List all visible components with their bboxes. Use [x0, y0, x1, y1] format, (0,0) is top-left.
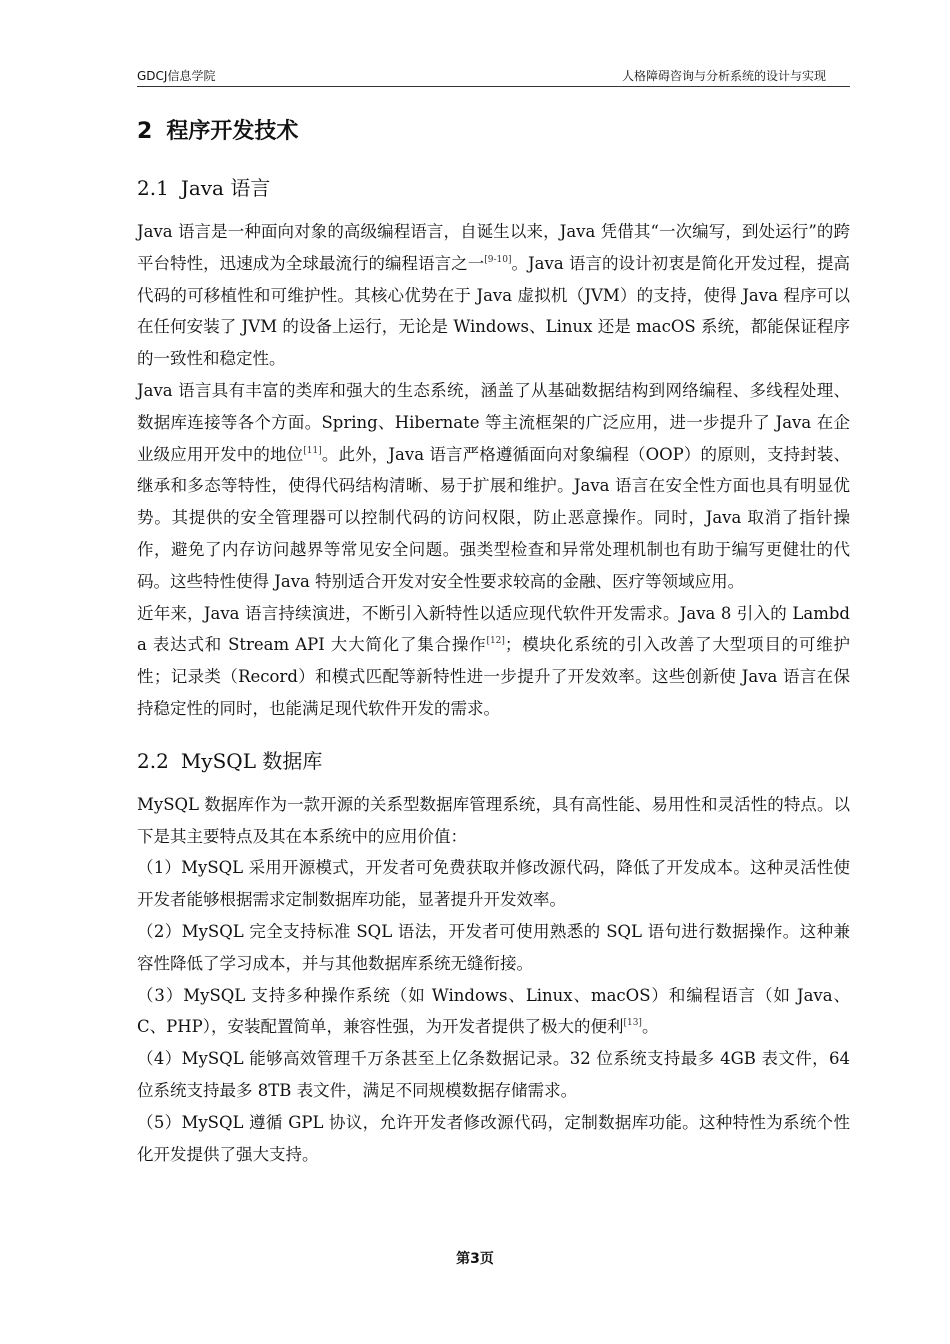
citation: [12]: [486, 636, 505, 647]
citation: [11]: [303, 445, 322, 456]
chapter-heading: [137, 112, 850, 152]
header-thesis-title: 人格障碍咨询与分析系统的设计与实现: [621, 69, 826, 83]
section-heading-java: [137, 170, 850, 206]
page-content: [137, 112, 850, 1170]
citation: [9-10]: [484, 254, 512, 265]
list-item: （2）MySQL 完全支持标准 SQL 语法，开发者可使用熟悉的 SQL 语句进行数据操作。这种兼容性降低了学习成本，并与其他数据库系统无缝衔接。: [137, 921, 850, 973]
section-title: MySQL 数据库: [180, 748, 323, 773]
paragraph: Java 语言是一种面向对象的高级编程语言，自诞生以来，Java 凭借其“一次编写，到处运行”的跨平台特性，迅速成为全球最流行的编程语言之一[9-10]。Java 语言的设计初衷是简化开发过程，提高代码的可移植性和可维护性。其核心优势在于 Java 虚拟机（JVM）的支持，使得 Java 程序可以在任何安装了 JVM 的设备上运行，无论是 Windows、Linux 还是 macOS 系统，都能保证程序的一致性和稳定性。: [137, 222, 851, 369]
list-item: （4）MySQL 能够高效管理千万条甚至上亿条数据记录。32 位系统支持最多 4GB 表文件，64 位系统支持最多 8TB 表文件，满足不同规模数据存储需求。: [137, 1049, 850, 1100]
citation: [13]: [623, 1018, 642, 1029]
chapter-title: 程序开发技术: [166, 119, 299, 144]
section-number: 2.1: [137, 176, 169, 200]
section-heading-mysql: [137, 743, 850, 779]
paragraph: 近年来，Java 语言持续演进，不断引入新特性以适应现代软件开发需求。Java 8 引入的 Lambda 表达式和 Stream API 大大简化了集合操作[12]；模块化系统的引入改善了大型项目的可维护性；记录类（Record）和模式匹配等新特性进一步提升了开发效率。这些创新使 Java 语言在保持稳定性的同时，也能满足现代软件开发的需求。: [137, 603, 851, 718]
header-school: GDCJ信息学院: [137, 69, 216, 83]
paragraph: MySQL 数据库作为一款开源的关系型数据库管理系统，具有高性能、易用性和灵活性的特点。以下是其主要特点及其在本系统中的应用价值：: [137, 794, 850, 846]
chapter-number: 2: [137, 119, 153, 144]
paragraph: Java 语言具有丰富的类库和强大的生态系统，涵盖了从基础数据结构到网络编程、多线程处理、数据库连接等各个方面。Spring、Hibernate 等主流框架的广泛应用，进一步提升了 Java 在企业级应用开发中的地位[11]。此外，Java 语言严格遵循面向对象编程（OOP）的原则，支持封装、继承和多态等特性，使得代码结构清晰、易于扩展和维护。Java 语言在安全性方面也具有明显优势。其提供的安全管理器可以控制代码的访问权限，防止恶意操作。同时，Java 取消了指针操作，避免了内存访问越界等常见安全问题。强类型检查和异常处理机制也有助于编写更健壮的代码。这些特性使得 Java 特别适合开发对安全性要求较高的金融、医疗等领域应用。: [137, 380, 851, 591]
list-item: （1）MySQL 采用开源模式，开发者可免费获取并修改源代码，降低了开发成本。这种灵活性使开发者能够根据需求定制数据库功能，显著提升开发效率。: [137, 858, 850, 910]
section-number: 2.2: [137, 748, 169, 773]
section-title: Java 语言: [180, 176, 271, 200]
page-header: [137, 66, 850, 87]
list-item: （5）MySQL 遵循 GPL 协议，允许开发者修改源代码，定制数据库功能。这种特性为系统个性化开发提供了强大支持。: [137, 1112, 850, 1164]
page-number: 第3页: [456, 1251, 494, 1267]
list-item: （3）MySQL 支持多种操作系统（如 Windows、Linux、macOS）和编程语言（如 Java、C、PHP），安装配置简单，兼容性强，为开发者提供了极大的便利[13]。: [137, 985, 850, 1037]
